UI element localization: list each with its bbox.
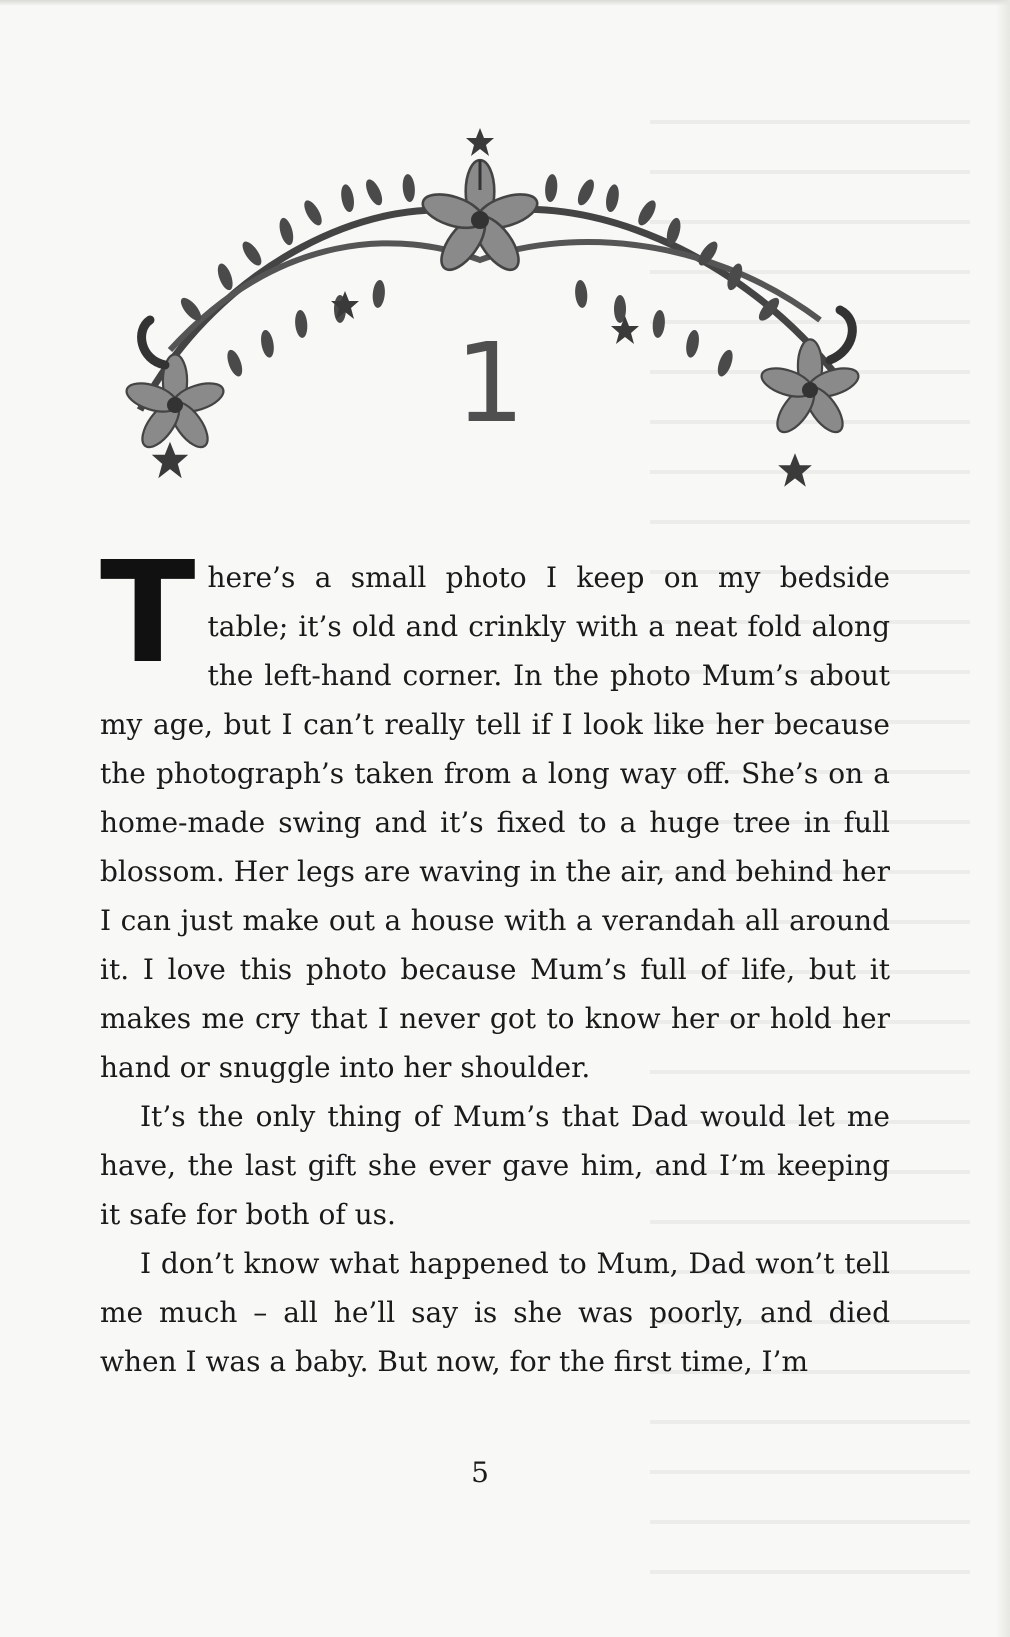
paragraph: I don’t know what happened to Mum, Dad won’t tell me much – all he’ll say is she was poorly, and died when I was a baby. But now, for the first time, I’m (100, 1247, 890, 1378)
page-number: 5 (471, 1456, 489, 1489)
chapter-body (100, 532, 890, 1386)
paragraph-text: here’s a small photo I keep on my bedside table; it’s old and crinkly with a neat fold along the left-hand corner. In the photo Mum’s about my age, but I can’t really tell if I look like her because the photograph’s taken from a long way off. She’s on a home-made swing and it’s fixed to a huge tree in full blossom. Her legs are waving in the air, and behind her I can just make out a house with a verandah all around it. I love this photo because Mum’s full of life, but it makes me cry that I never got to know her or hold her hand or snuggle into her shoulder. (100, 561, 890, 1084)
page-right-edge (996, 0, 1010, 1637)
chapter-number: 1 (455, 319, 525, 447)
page-top-edge (0, 0, 1010, 6)
paragraph (100, 532, 890, 1092)
drop-cap: T (100, 532, 196, 695)
paragraph: It’s the only thing of Mum’s that Dad would let me have, the last gift she ever gave him, and I’m keeping it safe for both of us. (100, 1100, 890, 1231)
